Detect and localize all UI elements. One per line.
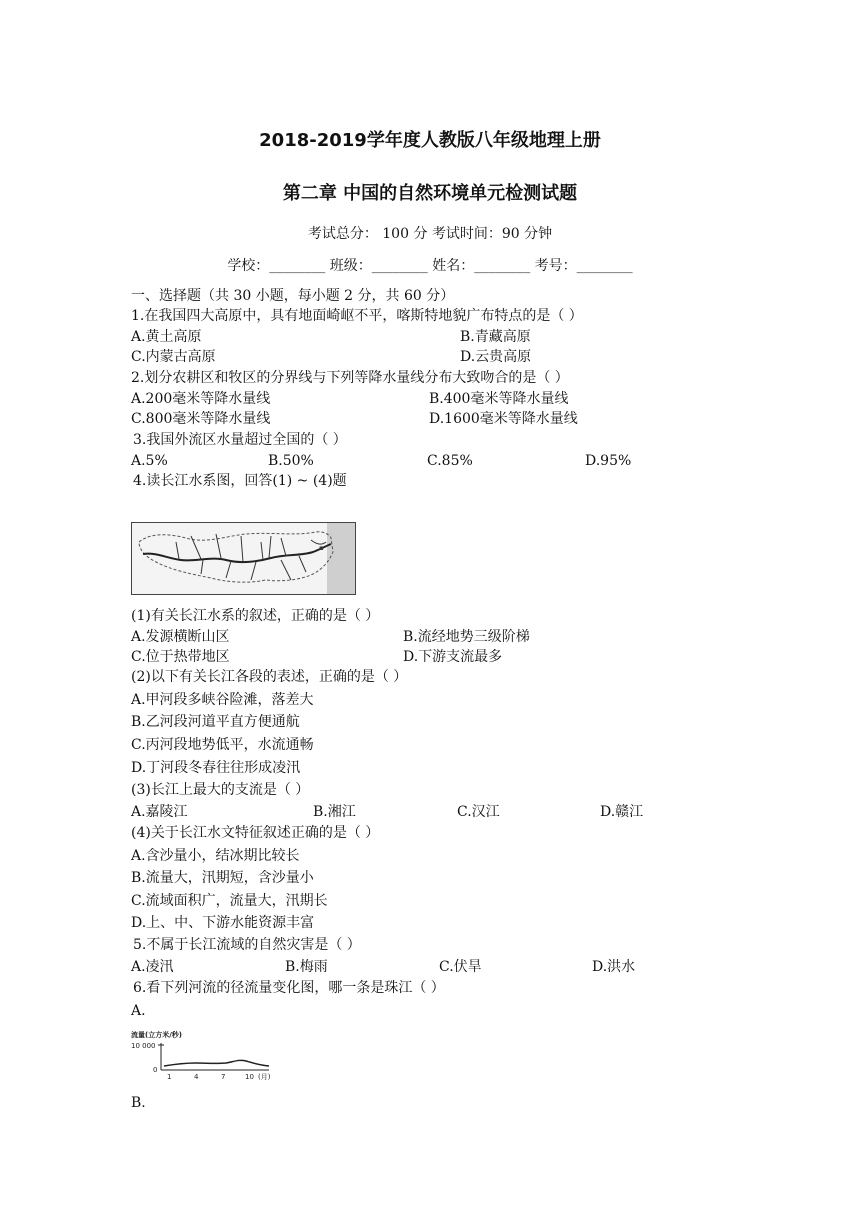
section-heading: 一、选择题（共 30 小题，每小题 2 分，共 60 分） bbox=[131, 288, 455, 304]
question-4-sub-3-option-c: C.汉江 bbox=[457, 804, 500, 820]
question-3-option-a: A.5% bbox=[131, 453, 168, 469]
question-4-sub-3: (3)长江上最大的支流是（ ） bbox=[131, 782, 310, 798]
chart-x-tick-1: 1 bbox=[167, 1073, 172, 1081]
chart-y-tick-zero: 0 bbox=[153, 1066, 158, 1074]
chart-x-tick-10: 10 bbox=[245, 1073, 254, 1081]
question-2-option-b: B.400毫米等降水量线 bbox=[429, 391, 569, 407]
question-1-option-b: B.青藏高原 bbox=[460, 329, 531, 345]
question-4-sub-3-option-a: A.嘉陵江 bbox=[131, 804, 188, 820]
chart-y-label: 流量(立方米/秒) bbox=[131, 1031, 182, 1039]
question-4-sub-4-option-b: B.流量大，汛期短，含沙量小 bbox=[131, 870, 314, 886]
question-4-sub-3-option-b: B.湘江 bbox=[313, 804, 356, 820]
question-4-sub-2: (2)以下有关长江各段的表述，正确的是（ ） bbox=[131, 669, 408, 685]
question-6-option-a: A. bbox=[131, 1003, 146, 1019]
chart-runoff-line bbox=[164, 1060, 269, 1066]
question-3-stem: 3.我国外流区水量超过全国的（ ） bbox=[133, 432, 347, 448]
question-4-sub-1-option-b: B.流经地势三级阶梯 bbox=[403, 629, 530, 645]
question-3-option-c: C.85% bbox=[427, 453, 473, 469]
question-4-sub-4-option-d: D.上、中、下游水能资源丰富 bbox=[131, 915, 315, 931]
question-4-sub-3-option-d: D.赣江 bbox=[600, 804, 644, 820]
question-4-sub-2-option-b: B.乙河段河道平直方便通航 bbox=[131, 714, 300, 730]
chart-x-tick-7: 7 bbox=[221, 1073, 226, 1081]
question-1-option-d: D.云贵高原 bbox=[460, 349, 532, 365]
question-4-sub-1-option-d: D.下游支流最多 bbox=[403, 649, 503, 665]
svg-text:▪: ▪ bbox=[319, 544, 324, 552]
question-5-stem: 5.不属于长江流域的自然灾害是（ ） bbox=[133, 937, 361, 953]
runoff-chart-a bbox=[131, 1028, 281, 1083]
chart-x-unit: (月) bbox=[258, 1073, 271, 1081]
question-5-option-d: D.洪水 bbox=[592, 959, 636, 975]
chart-x-tick-4: 4 bbox=[194, 1073, 199, 1081]
question-3-option-d: D.95% bbox=[585, 453, 632, 469]
exam-info: 考试总分： 100 分 考试时间：90 分钟 bbox=[307, 226, 553, 242]
question-4-sub-1-option-a: A.发源横断山区 bbox=[131, 629, 230, 645]
question-4-sub-2-option-a: A.甲河段多峡谷险滩，落差大 bbox=[131, 692, 314, 708]
question-4-sub-4: (4)关于长江水文特征叙述正确的是（ ） bbox=[131, 825, 380, 841]
question-1-stem: 1.在我国四大高原中，具有地面崎岖不平，喀斯特地貌广布特点的是（ ） bbox=[131, 308, 583, 324]
question-6-option-b: B. bbox=[131, 1095, 146, 1111]
question-1-option-c: C.内蒙古高原 bbox=[131, 349, 216, 365]
question-4-sub-1: (1)有关长江水系的叙述，正确的是（ ） bbox=[131, 608, 380, 624]
chart-y-tick-top: 10 000 bbox=[131, 1042, 156, 1050]
yangtze-river-map bbox=[131, 522, 356, 595]
question-4-sub-2-option-d: D.丁河段冬春往往形成凌汛 bbox=[131, 760, 301, 776]
question-4-sub-4-option-a: A.含沙量小，结冰期比较长 bbox=[131, 848, 300, 864]
question-1-option-a: A.黄土高原 bbox=[131, 329, 202, 345]
student-fields: 学校：________ 班级：________ 姓名：________ 考号：________ bbox=[227, 258, 633, 274]
question-5-option-a: A.凌汛 bbox=[131, 959, 174, 975]
paper-subtitle: 第二章 中国的自然环境单元检测试题 bbox=[282, 183, 578, 204]
question-2-stem: 2.划分农耕区和牧区的分界线与下列等降水量线分布大致吻合的是（ ） bbox=[131, 370, 569, 386]
question-5-option-c: C.伏旱 bbox=[439, 959, 482, 975]
question-6-stem: 6.看下列河流的径流量变化图，哪一条是珠江（ ） bbox=[133, 980, 445, 996]
paper-title: 2018-2019学年度人教版八年级地理上册 bbox=[259, 130, 601, 151]
question-2-option-a: A.200毫米等降水量线 bbox=[131, 391, 271, 407]
question-4-stem: 4.读长江水系图，回答(1) ~ (4)题 bbox=[133, 473, 347, 489]
question-4-sub-4-option-c: C.流域面积广，流量大，汛期长 bbox=[131, 893, 328, 909]
question-4-sub-2-option-c: C.丙河段地势低平，水流通畅 bbox=[131, 737, 314, 753]
question-2-option-d: D.1600毫米等降水量线 bbox=[429, 411, 578, 427]
question-3-option-b: B.50% bbox=[268, 453, 314, 469]
question-5-option-b: B.梅雨 bbox=[285, 959, 328, 975]
question-2-option-c: C.800毫米等降水量线 bbox=[131, 411, 271, 427]
question-4-sub-1-option-c: C.位于热带地区 bbox=[131, 649, 230, 665]
